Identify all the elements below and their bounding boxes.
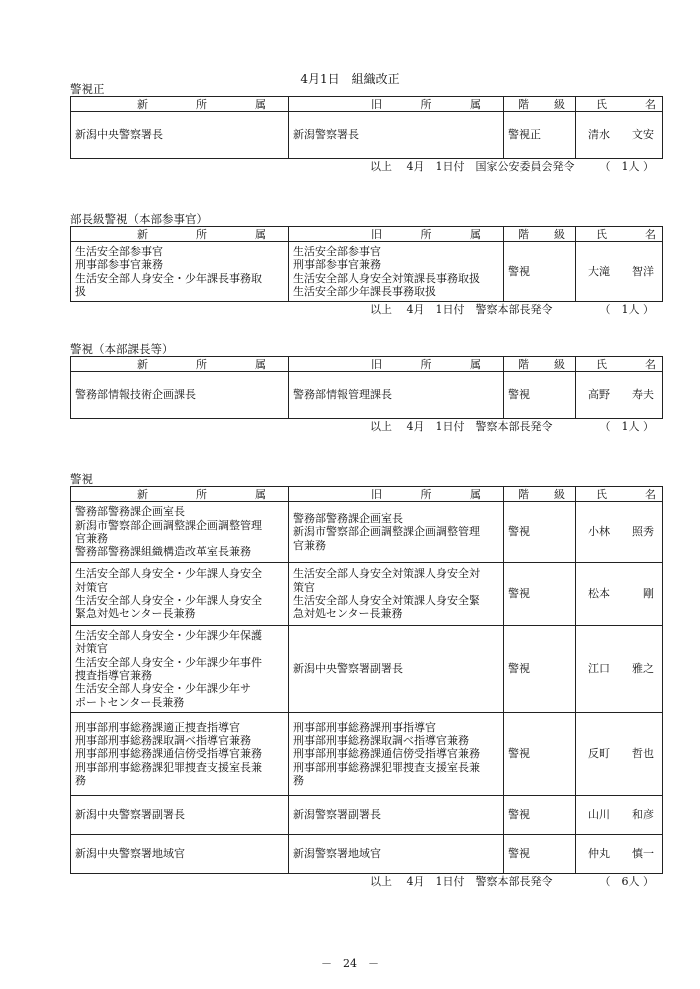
old-position-cell: 新潟中央警察署副署長 bbox=[289, 626, 504, 713]
name-cell: 大滝 智洋 bbox=[576, 242, 663, 302]
old-position-cell: 警務部警務課企画室長 新潟市警察部企画調整課企画調整管理 官兼務 bbox=[289, 502, 504, 563]
old-position-cell: 刑事部刑事総務課刑事指導官 刑事部刑事総務課取調べ指導官兼務 刑事部刑事総務課通信傍受指導官兼務 刑事部刑事総務課犯罪捜査支援室長兼 務 bbox=[289, 713, 504, 796]
old-position-cell: 新潟警察署地域官 bbox=[289, 835, 504, 874]
rank-cell: 警視 bbox=[504, 796, 576, 835]
page-number: － 24 － bbox=[321, 957, 379, 970]
section-label: 警視 bbox=[70, 472, 93, 486]
header-new-position: 新 所 属 bbox=[71, 97, 289, 112]
table-row bbox=[71, 372, 663, 419]
section-footer bbox=[70, 874, 662, 890]
name-cell: 小林 照秀 bbox=[576, 502, 663, 563]
section-keishi-honbu-kacho bbox=[70, 342, 662, 435]
header-name: 氏 名 bbox=[576, 357, 663, 372]
header-rank: 階 級 bbox=[504, 487, 576, 502]
new-position-cell: 新潟中央警察署長 bbox=[71, 112, 289, 159]
header-new-position: 新 所 属 bbox=[71, 357, 289, 372]
section-keishi bbox=[70, 472, 662, 890]
personnel-table bbox=[70, 356, 663, 419]
name-cell: 江口 雅之 bbox=[576, 626, 663, 713]
new-position-cell: 生活安全部人身安全・少年課少年保護 対策官 生活安全部人身安全・少年課少年事件 捜査指導官兼務 生活安全部人身安全・少年課少年サ ポートセンター長兼務 bbox=[71, 626, 289, 713]
header-name: 氏 名 bbox=[576, 97, 663, 112]
header-new-position: 新 所 属 bbox=[71, 487, 289, 502]
rank-cell: 警視 bbox=[504, 626, 576, 713]
old-position-cell: 新潟警察署副署長 bbox=[289, 796, 504, 835]
name-cell: 仲丸 慎一 bbox=[576, 835, 663, 874]
rank-cell: 警視 bbox=[504, 242, 576, 302]
header-new-position: 新 所 属 bbox=[71, 227, 289, 242]
new-position-cell: 生活安全部参事官 刑事部参事官兼務 生活安全部人身安全・少年課長事務取 扱 bbox=[71, 242, 289, 302]
table-row bbox=[71, 713, 663, 796]
section-footer bbox=[70, 159, 662, 175]
section-footer bbox=[70, 419, 662, 435]
table-header-row bbox=[71, 487, 663, 502]
header-name: 氏 名 bbox=[576, 227, 663, 242]
personnel-table bbox=[70, 486, 663, 874]
table-row bbox=[71, 563, 663, 626]
page-title: 4月1日 組織改正 bbox=[300, 72, 400, 86]
table-row bbox=[71, 112, 663, 159]
rank-cell: 警視 bbox=[504, 713, 576, 796]
new-position-cell: 警務部警務課企画室長 新潟市警察部企画調整課企画調整管理 官兼務 警務部警務課組織構造改革室長兼務 bbox=[71, 502, 289, 563]
name-cell: 清水 文安 bbox=[576, 112, 663, 159]
header-old-position: 旧 所 属 bbox=[289, 357, 504, 372]
person-count: （ 1人 ） bbox=[599, 420, 654, 433]
person-count: （ 1人 ） bbox=[599, 303, 654, 316]
new-position-cell: 新潟中央警察署副署長 bbox=[71, 796, 289, 835]
new-position-cell: 生活安全部人身安全・少年課人身安全 対策官 生活安全部人身安全・少年課人身安全 緊急対処センター長兼務 bbox=[71, 563, 289, 626]
table-row bbox=[71, 796, 663, 835]
header-rank: 階 級 bbox=[504, 227, 576, 242]
person-count: （ 6人 ） bbox=[599, 875, 654, 888]
issuance-note: 以上 4月 1日付 国家公安委員会発令 bbox=[370, 160, 575, 173]
section-bucho-keishi bbox=[70, 212, 662, 318]
name-cell: 反町 哲也 bbox=[576, 713, 663, 796]
issuance-note: 以上 4月 1日付 警察本部長発令 bbox=[370, 420, 553, 433]
table-row bbox=[71, 835, 663, 874]
header-old-position: 旧 所 属 bbox=[289, 487, 504, 502]
rank-cell: 警視 bbox=[504, 835, 576, 874]
old-position-cell: 警務部情報管理課長 bbox=[289, 372, 504, 419]
rank-cell: 警視 bbox=[504, 502, 576, 563]
section-label: 警視（本部課長等） bbox=[70, 342, 174, 356]
header-name: 氏 名 bbox=[576, 487, 663, 502]
old-position-cell: 新潟警察署長 bbox=[289, 112, 504, 159]
section-label: 部長級警視（本部参事官） bbox=[70, 212, 208, 226]
section-footer bbox=[70, 302, 662, 318]
old-position-cell: 生活安全部人身安全対策課人身安全対 策官 生活安全部人身安全対策課人身安全緊 急対処センター長兼務 bbox=[289, 563, 504, 626]
new-position-cell: 警務部情報技術企画課長 bbox=[71, 372, 289, 419]
issuance-note: 以上 4月 1日付 警察本部長発令 bbox=[370, 875, 553, 888]
header-rank: 階 級 bbox=[504, 357, 576, 372]
old-position-cell: 生活安全部参事官 刑事部参事官兼務 生活安全部人身安全対策課長事務取扱 生活安全部少年課長事務取扱 bbox=[289, 242, 504, 302]
person-count: （ 1人 ） bbox=[599, 160, 654, 173]
rank-cell: 警視 bbox=[504, 372, 576, 419]
table-header-row bbox=[71, 357, 663, 372]
table-row bbox=[71, 626, 663, 713]
issuance-note: 以上 4月 1日付 警察本部長発令 bbox=[370, 303, 553, 316]
table-header-row bbox=[71, 97, 663, 112]
new-position-cell: 新潟中央警察署地域官 bbox=[71, 835, 289, 874]
rank-cell: 警視 bbox=[504, 563, 576, 626]
header-rank: 階 級 bbox=[504, 97, 576, 112]
table-row bbox=[71, 502, 663, 563]
new-position-cell: 刑事部刑事総務課適正捜査指導官 刑事部刑事総務課取調べ指導官兼務 刑事部刑事総務課通信傍受指導官兼務 刑事部刑事総務課犯罪捜査支援室長兼 務 bbox=[71, 713, 289, 796]
personnel-table bbox=[70, 96, 663, 159]
header-old-position: 旧 所 属 bbox=[289, 97, 504, 112]
section-keishisei bbox=[70, 82, 662, 175]
table-header-row bbox=[71, 227, 663, 242]
section-label: 警視正 bbox=[70, 82, 105, 96]
table-row bbox=[71, 242, 663, 302]
name-cell: 松本 剛 bbox=[576, 563, 663, 626]
name-cell: 高野 寿夫 bbox=[576, 372, 663, 419]
rank-cell: 警視正 bbox=[504, 112, 576, 159]
personnel-table bbox=[70, 226, 663, 302]
header-old-position: 旧 所 属 bbox=[289, 227, 504, 242]
name-cell: 山川 和彦 bbox=[576, 796, 663, 835]
